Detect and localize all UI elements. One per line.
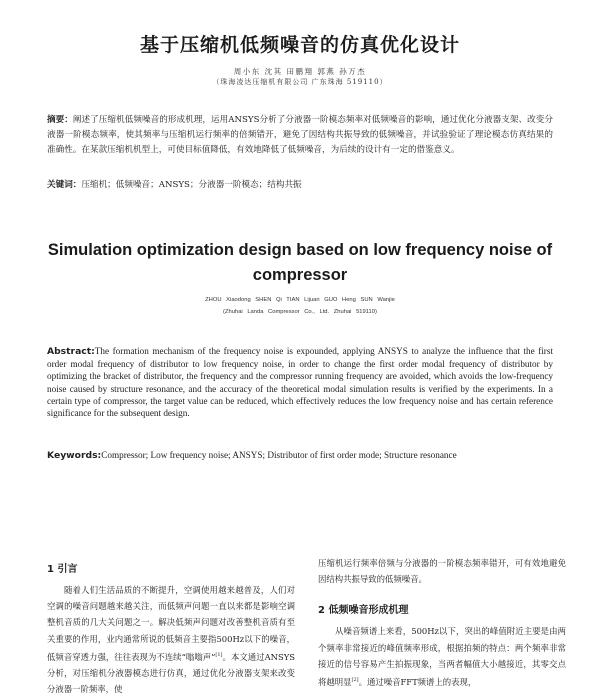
section-1-citation: [1] (215, 651, 223, 658)
chinese-affiliation: （珠海凌达压缩机有限公司 广东珠海 519110） (212, 78, 388, 86)
section-2-citation: [2] (351, 677, 359, 684)
body-column-right (318, 555, 566, 690)
chinese-keywords-label: 关键词： (47, 180, 82, 190)
chinese-title: 基于压缩机低频噪音的仿真优化设计 (139, 34, 460, 56)
chinese-keywords (47, 178, 553, 193)
chinese-keywords-text: 压缩机；低频噪音；ANSYS；分液器一阶模态；结构共振 (81, 180, 302, 190)
english-authors: ZHOU Xiaodong SHEN Qi TIAN Lijuan GUO Heng SUN Wanjie (205, 297, 395, 303)
chinese-abstract (47, 113, 553, 158)
section-2-text: 从噪音频谱上来看，500Hz以下，突出的峰值附近主要是由两个频率非常接近的峰值频率形成，根据拍频的特点：两个频率非常接近的信号容易产生拍振现象，当两者幅值大小越接近，其零交点将越明显 (318, 626, 566, 687)
section-2-text-cont: 。通过噪音FFT频谱上的表现， (358, 676, 477, 687)
section-2-heading: 2 低频噪音形成机理 (318, 605, 409, 617)
english-abstract (47, 345, 553, 419)
right-paragraph-1: 压缩机运行频率倍频与分液器的一阶模态频率错开，可有效地避免因结构共振导致的低频噪音。 (318, 558, 566, 585)
chinese-abstract-label: 摘要： (47, 115, 73, 125)
section-1-text: 随着人们生活品质的不断提升，空调使用越来越普及，人们对空调的噪音问题越来越关注，而低频声问题一直以来都是影响空调整机音质的几大关问题之一。解决低频声问题对改善整机音质有至关重要的作用，业内通常所说的低频音主要指500Hz以下的噪音，低频音穿透力强，往往表现为不连续“嗡嗡声” (47, 585, 295, 662)
section-1-text-cont: 。本文通过ANSYS分析，对压缩机分液器模态进行仿真，通过优化分液器支架来改变分液器一阶频率，使 (47, 651, 295, 695)
body-column-left (47, 560, 295, 697)
english-abstract-label: Abstract: (47, 346, 95, 357)
chinese-authors: 周小东 沈其 田鹏翔 郭燕 孙万杰 (233, 67, 367, 76)
section-1-paragraph (47, 582, 295, 697)
english-affiliation: (Zhuhai Landa Compressor Co., Ltd. Zhuhai 519110) (223, 309, 377, 315)
chinese-abstract-text: 阐述了压缩机低频噪音的形成机理，运用ANSYS分析了分液器一阶模态频率对低频噪音的影响，通过优化分液器支架、改变分液器一阶模态频率，使其频率与压缩机运行频率的倍频错开，避免了因结构共振导致的低频噪音，并试验验证了理论模态仿真结果的准确性。在某款压缩机机型上，可使目标值降低，有效地降低了低频噪音，为后续的设计有一定的借鉴意义。 (47, 115, 553, 155)
english-abstract-text: The formation mechanism of the frequency noise is expounded, applying ANSYS to analyze the influence that the first order modal frequency of distributor to low frequency noise, in order to change the first order modal frequency of distributor by optimizing the bracket of distributor, the frequency and the compressor running frequency are avoided, which avoids the low-frequency noise caused by structure resonance, and the accuracy of the theoretical modal simulation results is verified by the experiments. In a certain type of compressor, the target value can be reduced, which effectively reduces the low frequency noise and has certain reference significance for the subsequent design. (47, 346, 553, 419)
english-keywords (47, 449, 553, 462)
english-keywords-text: Compressor; Low frequency noise; ANSYS; Distributor of first order mode; Structure resonance (101, 450, 457, 460)
english-title: Simulation optimization design based on low frequency noise of compressor (47, 241, 553, 284)
english-keywords-label: Keywords: (47, 450, 102, 461)
section-2-paragraph (318, 623, 566, 690)
section-1-heading: 1 引言 (47, 564, 78, 575)
